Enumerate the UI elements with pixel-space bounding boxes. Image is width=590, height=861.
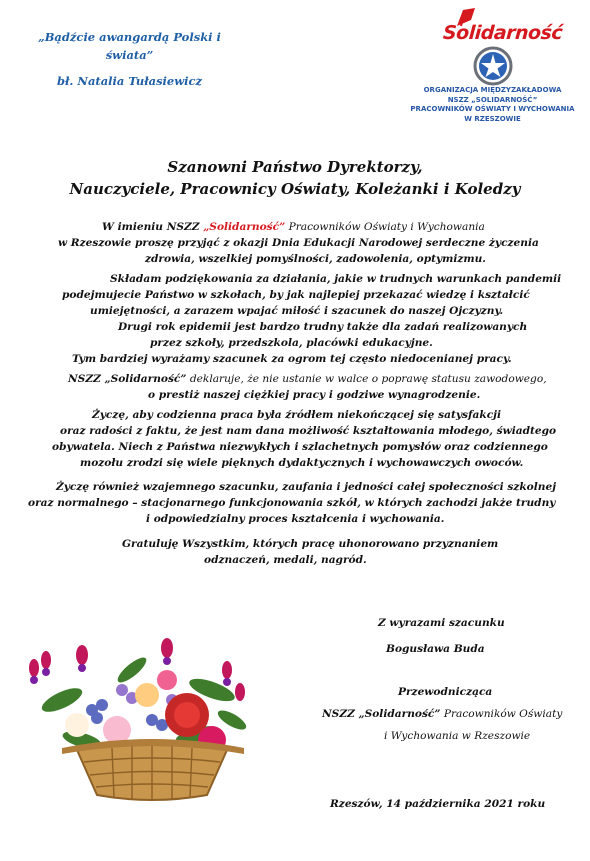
signer-name: Bogusława Buda bbox=[386, 643, 485, 655]
heading-line-2: Nauczyciele, Pracownicy Oświaty, Koleżanki i Koledzy bbox=[69, 180, 521, 198]
org-line: W RZESZOWIE bbox=[464, 114, 521, 123]
date-line: Rzeszów, 14 października 2021 roku bbox=[330, 798, 546, 810]
solidarnosc-red-text: „Solidarność” bbox=[203, 221, 286, 233]
motto-block bbox=[22, 28, 237, 90]
logo-wordmark: Solidarność bbox=[442, 22, 563, 44]
letter-line: NSZZ „Solidarność” deklaruje, że nie ustanie w walce o poprawę statusu zawodowego, bbox=[68, 373, 547, 385]
letter-line: umiejętności, a zarazem wpajać miłość i szacunek do naszej Ojczyzny. bbox=[90, 305, 504, 317]
letter-line: mozołu zrodzi się wiele pięknych dydaktycznych i wychowawczych owoców. bbox=[80, 457, 524, 469]
org-line: NSZZ „SOLIDARNOŚĆ” bbox=[447, 95, 538, 104]
letter-line: w Rzeszowie proszę przyjąć z okazji Dnia Edukacji Narodowej serdeczne życzenia bbox=[58, 237, 539, 249]
letter-line: Drugi rok epidemii jest bardzo trudny także dla zadań realizowanych bbox=[118, 321, 528, 333]
letter-line: oraz normalnego – stacjonarnego funkcjonowania szkół, w których zachodzi jakże trudny bbox=[28, 497, 556, 509]
letter-line: i odpowiedzialny proces kształcenia i wychowania. bbox=[146, 513, 445, 525]
org-line: ORGANIZACJA MIĘDZYZAKŁADOWA bbox=[423, 86, 562, 94]
signer-role: Przewodnicząca bbox=[398, 686, 493, 698]
letter-line: W imieniu NSZZ „Solidarność” Pracowników Oświaty i Wychowania bbox=[102, 221, 485, 233]
letter-line: oraz radości z faktu, że jest nam dana możliwość kształtowania młodego, świadtego bbox=[60, 425, 557, 437]
solidarnosc-logo bbox=[405, 8, 580, 128]
star-emblem-icon bbox=[473, 46, 513, 86]
letter-heading bbox=[20, 156, 570, 200]
org-line: PRACOWNIKÓW OŚWIATY I WYCHOWANIA bbox=[410, 105, 575, 113]
closing: Z wyrazami szacunku bbox=[378, 617, 505, 629]
letter-line: obywatela. Niech z Państwa niezwykłych i szlachetnych pomysłów oraz codziennego bbox=[52, 441, 548, 453]
motto-author: bł. Natalia Tułasiewicz bbox=[56, 74, 203, 88]
letter-line: Tym bardziej wyrażamy szacunek za ogrom tej często niedocenianej pracy. bbox=[72, 353, 512, 365]
letter-line: przez szkoły, przedszkola, placówki edukacyjne. bbox=[150, 337, 433, 349]
heading-line-1: Szanowni Państwo Dyrektorzy, bbox=[167, 158, 423, 176]
signer-org: NSZZ „Solidarność” Pracowników Oświaty bbox=[322, 708, 563, 720]
letter-line: Gratuluję Wszystkim, których pracę uhonorowano przyznaniem bbox=[122, 538, 499, 550]
signer-org-city: i Wychowania w Rzeszowie bbox=[384, 730, 531, 742]
letter-line: Składam podziękowania za działania, jakie w trudnych warunkach pandemii bbox=[110, 273, 562, 285]
letter-line: o prestiż naszej ciężkiej pracy i godziwe wynagrodzenie. bbox=[148, 389, 481, 401]
letter-line: Życzę również wzajemnego szacunku, zaufania i jedności całej społeczności szkolnej bbox=[56, 481, 557, 493]
letter-line: podejmujecie Państwo w szkołach, by jak najlepiej przekazać wiedzę i kształcić bbox=[62, 289, 530, 301]
letter-line: Życzę, aby codzienna praca była źródłem niekończącej się satysfakcji bbox=[92, 409, 502, 421]
org-name bbox=[405, 86, 580, 124]
flower-basket-image bbox=[22, 630, 252, 805]
letter-line: zdrowia, wszelkiej pomyślności, zadowolenia, optymizmu. bbox=[145, 253, 486, 265]
motto-quote: „Bądźcie awangardą Polski i świata” bbox=[38, 30, 221, 62]
letter-line: odznaczeń, medali, nagród. bbox=[204, 554, 367, 566]
